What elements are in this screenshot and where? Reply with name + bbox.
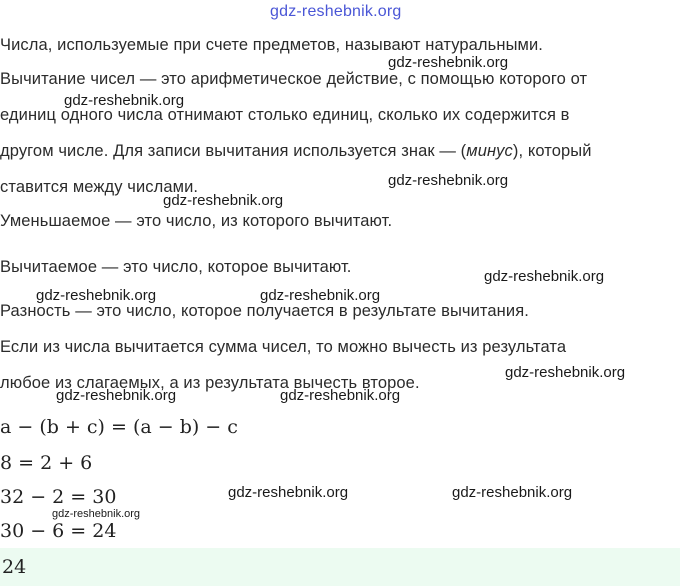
formula-rule: a − (b + c) = (a − b) − c: [0, 416, 238, 438]
watermark: gdz-reshebnik.org: [52, 508, 141, 520]
paragraph-subtraction-definition-line-3: другом числе. Для записи вычитания используется знак — (минус), который: [0, 142, 592, 160]
formula-step-1: 8 = 2 + 6: [0, 452, 93, 474]
paragraph-subtraction-definition-line-2: единиц одного числа отнимают столько единиц, сколько их содержится в: [0, 106, 570, 124]
paragraph-difference: Разность — это число, которое получается в результате вычитания.: [0, 302, 529, 320]
watermark-top: gdz-reshebnik.org: [270, 3, 402, 20]
paragraph-rule-line-1: Если из числа вычитается сумма чисел, то можно вычесть из результата: [0, 338, 567, 356]
formula-step-2: 32 − 2 = 30: [0, 486, 117, 508]
paragraph-subtraction-definition-text: другом числе. Для записи вычитания используется знак: [0, 142, 435, 160]
minus-sign: —: [439, 142, 456, 160]
watermark: gdz-reshebnik.org: [388, 172, 509, 189]
paragraph-minuend: Уменьшаемое — это число, из которого вычитают.: [0, 212, 393, 230]
paragraph-subtrahend: Вычитаемое — это число, которое вычитают.: [0, 258, 352, 276]
answer-value: 24: [2, 556, 27, 578]
watermark: gdz-reshebnik.org: [452, 484, 573, 501]
watermark: gdz-reshebnik.org: [484, 268, 605, 285]
watermark: gdz-reshebnik.org: [505, 364, 626, 381]
paragraph-subtraction-definition-line-4: ставится между числами.: [0, 178, 199, 196]
answer-band: [0, 548, 680, 586]
watermark: gdz-reshebnik.org: [388, 54, 509, 71]
watermark: gdz-reshebnik.org: [260, 287, 381, 304]
watermark: gdz-reshebnik.org: [36, 287, 157, 304]
minus-word: минус: [466, 142, 513, 160]
paragraph-subtraction-definition-line-1: Вычитание чисел — это арифметическое действие, с помощью которого от: [0, 70, 588, 88]
minus-tail: ), который: [512, 142, 592, 160]
paragraph-rule-line-2: любое из слагаемых, а из результата вычесть второе.: [0, 374, 420, 392]
watermark: gdz-reshebnik.org: [64, 92, 185, 109]
watermark: gdz-reshebnik.org: [56, 387, 177, 404]
watermark: gdz-reshebnik.org: [228, 484, 349, 501]
formula-step-3: 30 − 6 = 24: [0, 520, 117, 542]
watermark: gdz-reshebnik.org: [163, 192, 284, 209]
paragraph-natural-numbers: Числа, используемые при счете предметов, называют натуральными.: [0, 36, 543, 54]
watermark: gdz-reshebnik.org: [280, 387, 401, 404]
